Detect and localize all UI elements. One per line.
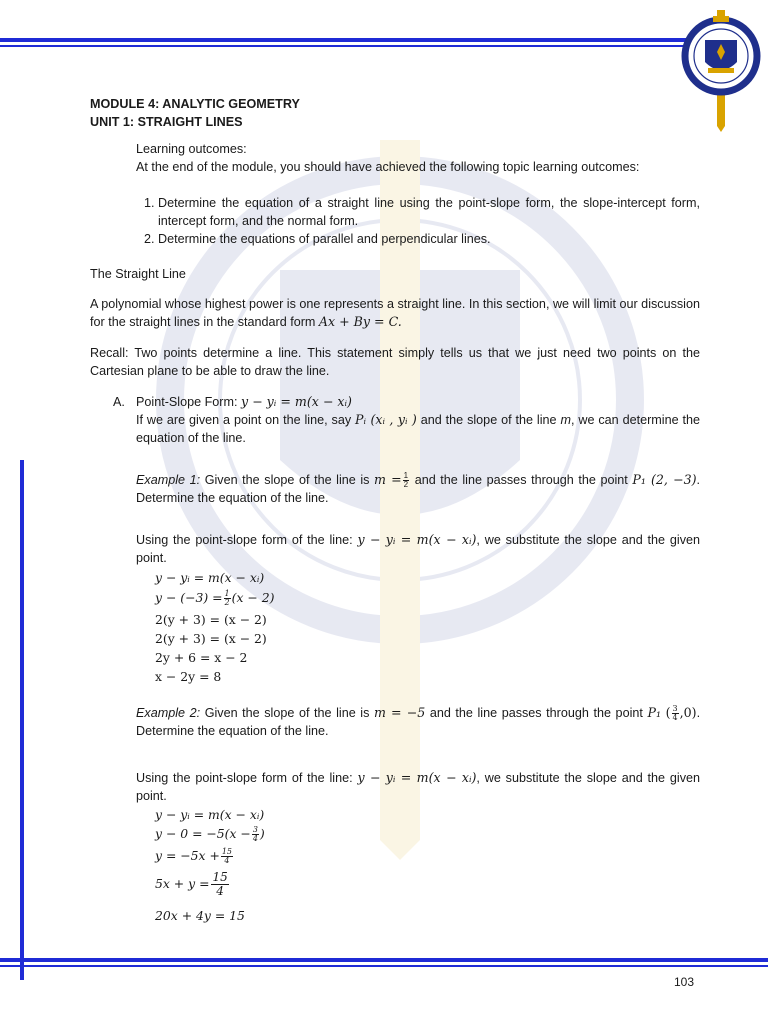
example-1-step-3: 2(y + 3) = (x − 2)	[155, 612, 267, 627]
example-text: and the line passes through the point	[429, 706, 643, 720]
example-2-statement	[136, 704, 700, 740]
given-point: P₁ (2, −3)	[632, 472, 697, 487]
example-2-step-2: y − 0 = −5(x − $\frac{3}{4}$ )	[155, 825, 265, 843]
section-paragraph-1	[90, 295, 700, 331]
page-number: 103	[674, 975, 695, 989]
using-text: , we substitute the slope and the given point.	[136, 533, 700, 565]
slope-fraction: $\frac{1}{2}$	[403, 471, 409, 490]
example-2-label: Example 2:	[136, 706, 201, 720]
paragraph-text: A polynomial whose highest power is one represents a straight line. In this section, we will limit our discussion for the straight lines in the standard form	[90, 297, 700, 329]
outcome-item: 1. Determine the equation of a straight line using the point-slope form, the slope-intercept form, intercept form, and the normal form.	[158, 194, 700, 230]
using-formula: y − yᵢ = m(x − xᵢ)	[357, 532, 477, 547]
example-2-step-3: y = −5x + $\frac{15}{4}$	[155, 847, 233, 865]
example-1-step-6: x − 2y = 8	[155, 669, 222, 684]
example-2-step-4: 5x + y = $\frac{15}{4}$	[155, 870, 228, 898]
outcomes-heading: Learning outcomes:	[136, 142, 247, 156]
slope-equation: m = −5	[374, 705, 426, 720]
outcomes-list	[136, 194, 700, 248]
slope-equation: m =	[374, 472, 402, 487]
example-1-step-1: y − yᵢ = m(x − xᵢ)	[155, 570, 265, 585]
left-margin-rule	[20, 460, 24, 980]
unit-title: UNIT 1: STRAIGHT LINES	[90, 115, 243, 129]
outcomes-intro: At the end of the module, you should have achieved the following topic learning outcomes:	[136, 160, 640, 174]
desc-text: If we are given a point on the line, say	[136, 413, 352, 427]
using-formula: y − yᵢ = m(x − xᵢ)	[357, 770, 477, 785]
desc-slope-var: m	[560, 413, 571, 427]
example-text: Given the slope of the line is	[204, 706, 370, 720]
top-rule-thin	[0, 45, 688, 47]
standard-form-equation: Ax + By = C.	[318, 314, 402, 329]
example-2-step-5: 20x + 4y = 15	[155, 908, 245, 923]
example-text: . Determine the equation of the line.	[136, 706, 701, 738]
using-text: , we substitute the slope and the given point.	[136, 771, 700, 803]
top-rule	[0, 38, 688, 42]
using-text: Using the point-slope form of the line:	[136, 771, 353, 785]
example-text: and the line passes through the point	[414, 473, 628, 487]
point-slope-label: Point-Slope Form:	[136, 395, 238, 409]
list-marker-a: A.	[113, 395, 125, 409]
example-2-using	[136, 769, 700, 805]
example-1-statement	[136, 471, 700, 507]
section-paragraph-2: Recall: Two points determine a line. This statement simply tells us that we just need two points on the Cartesian plane to be able to draw the line.	[90, 346, 700, 378]
example-text: Given the slope of the line is	[204, 473, 370, 487]
example-1-step-2: y − (−3) = $\frac{1}{2}$ (x − 2)	[155, 589, 275, 607]
desc-point: Pᵢ (xᵢ , yᵢ )	[355, 412, 417, 427]
bottom-rule	[0, 958, 768, 962]
point-coordinates: ( $\frac{3}{4}$ ,0)	[665, 704, 697, 722]
point-slope-description	[136, 411, 700, 447]
example-2-step-1: y − yᵢ = m(x − xᵢ)	[155, 807, 265, 822]
desc-text: , we can determine the equation of the line.	[136, 413, 701, 445]
given-point: P₁	[647, 705, 661, 720]
section-title: The Straight Line	[90, 267, 186, 281]
module-title: MODULE 4: ANALYTIC GEOMETRY	[90, 97, 300, 111]
outcome-item: 2. Determine the equations of parallel and perpendicular lines.	[158, 230, 700, 248]
point-slope-heading	[136, 393, 700, 411]
point-slope-formula: y − yᵢ = m(x − xᵢ)	[241, 394, 352, 409]
example-1-using	[136, 531, 700, 567]
example-1-step-4: 2(y + 3) = (x − 2)	[155, 631, 267, 646]
example-text: . Determine the equation of the line.	[136, 473, 701, 506]
using-text: Using the point-slope form of the line:	[136, 533, 353, 547]
example-1-step-5: 2y + 6 = x − 2	[155, 650, 248, 665]
desc-text: and the slope of the line	[420, 413, 557, 427]
step-fraction: $\frac{1}{2}$	[224, 589, 230, 607]
bottom-rule-thin	[0, 965, 768, 967]
example-1-label: Example 1:	[136, 473, 201, 487]
